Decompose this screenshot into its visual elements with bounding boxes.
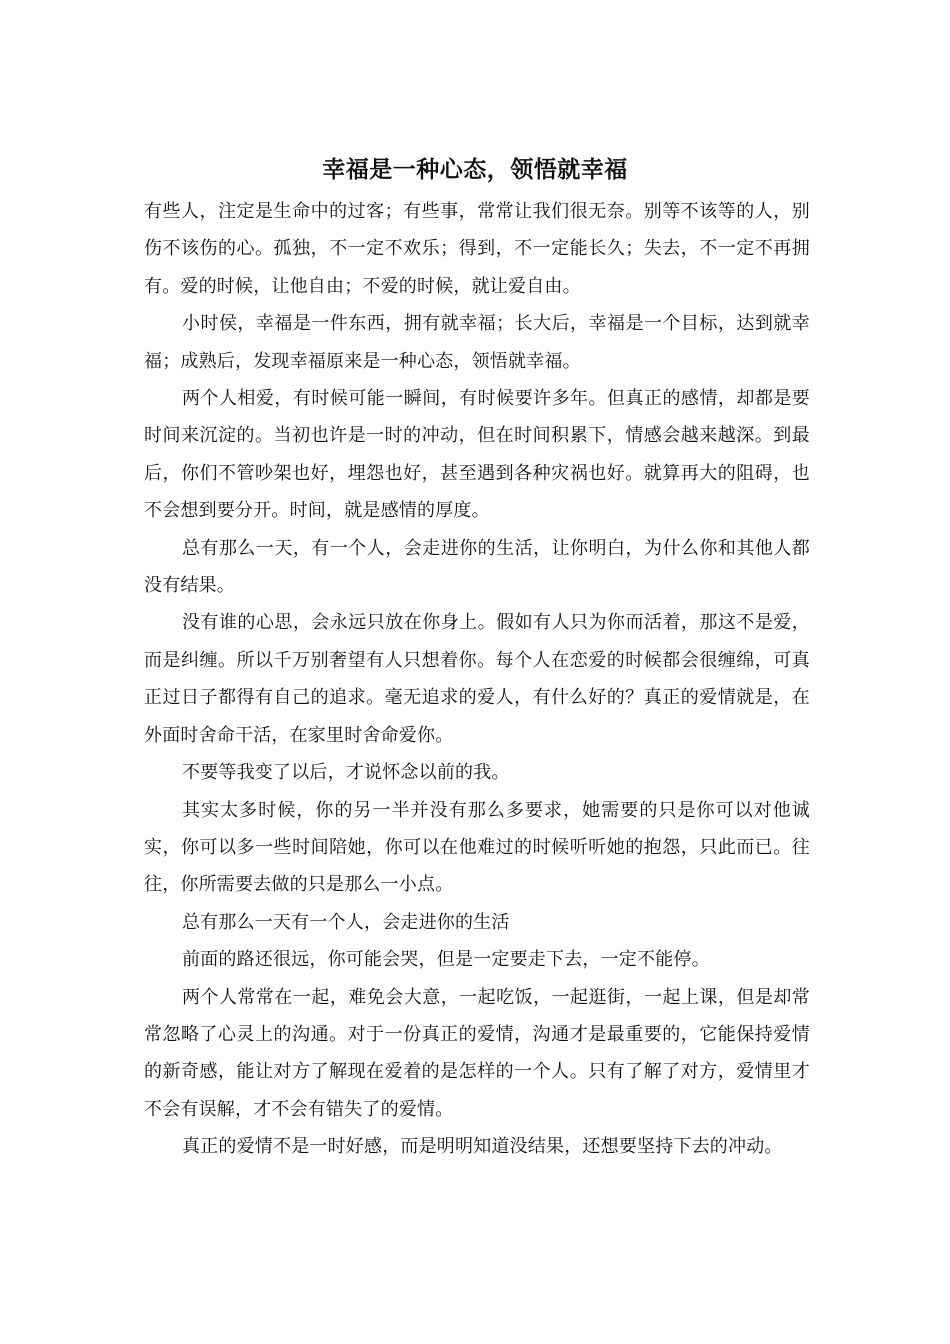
- paragraph-8: 总有那么一天有一个人，会走进你的生活: [182, 911, 510, 933]
- paragraph-2: 小时侯，幸福是一件东西，拥有就幸福；长大后，幸福是一个目标，达到就幸福；成熟后，发现幸福原来是一种心态，领悟就幸福。: [144, 313, 810, 372]
- paragraph-6: 不要等我变了以后，才说怀念以前的我。: [182, 762, 510, 784]
- paragraph-9: 前面的路还很远，你可能会哭，但是一定要走下去，一定不能停。: [182, 949, 710, 971]
- document-body: [144, 193, 810, 1166]
- paragraph-11: 真正的爱情不是一时好感，而是明明知道没结果，还想要坚持下去的冲动。: [182, 1136, 783, 1158]
- paragraph-5: 没有谁的心思，会永远只放在你身上。假如有人只为你而活着，那这不是爱，而是纠缠。所以千万别奢望有人只想着你。每个人在恋爱的时候都会很缠绵，可真正过日子都得有自己的追求。毫无追求的爱人，有什么好的？真正的爱情就是，在外面时舍命干活，在家里时舍命爱你。: [144, 612, 810, 746]
- paragraph-7: 其实太多时候，你的另一半并没有那么多要求，她需要的只是你可以对他诚实，你可以多一些时间陪她，你可以在他难过的时候听听她的抱怨，只此而已。往往，你所需要去做的只是那么一小点。: [144, 799, 810, 896]
- paragraph-4: 总有那么一天，有一个人，会走进你的生活，让你明白，为什么你和其他人都没有结果。: [144, 537, 810, 597]
- paragraph-3: 两个人相爱，有时候可能一瞬间，有时候要许多年。但真正的感情，却都是要时间来沉淀的。当初也许是一时的冲动，但在时间积累下，情感会越来越深。到最后，你们不管吵架也好，埋怨也好，甚至遇到各种灾祸也好。就算再大的阻碍，也不会想到要分开。时间，就是感情的厚度。: [144, 388, 810, 522]
- document-title: 幸福是一种心态，领悟就幸福: [322, 157, 628, 183]
- paragraph-1: 有些人，注定是生命中的过客；有些事，常常让我们很无奈。别等不该等的人，别伤不该伤的心。孤独，不一定不欢乐；得到，不一定能长久；失去，不一定不再拥有。爱的时候，让他自由；不爱的时候，就让爱自由。: [144, 201, 810, 297]
- paragraph-10: 两个人常常在一起，难免会大意，一起吃饭，一起逛街，一起上课，但是却常常忽略了心灵上的沟通。对于一份真正的爱情，沟通才是最重要的，它能保持爱情的新奇感，能让对方了解现在爱着的是怎样的一个人。只有了解了对方，爱情里才不会有误解，才不会有错失了的爱情。: [144, 986, 810, 1120]
